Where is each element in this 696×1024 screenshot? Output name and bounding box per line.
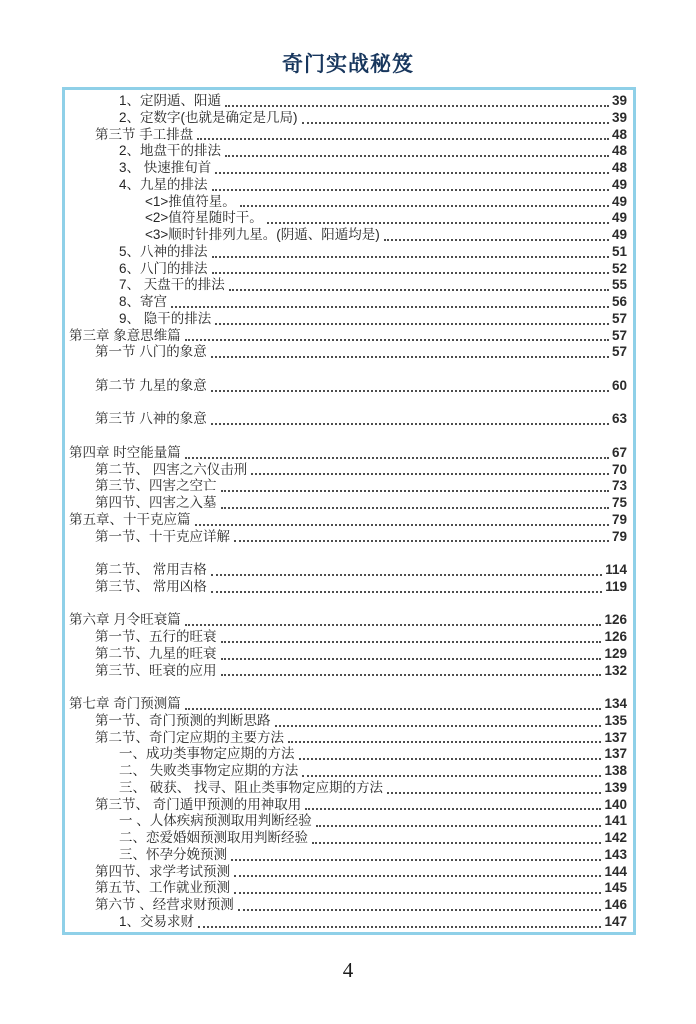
toc-entry (69, 730, 627, 747)
toc-entry (69, 512, 627, 529)
toc-entry-page-number: 119 (605, 578, 627, 594)
toc-entry (69, 663, 627, 680)
toc-entry-page-number: 39 (611, 109, 627, 125)
toc-entry-page-number: 39 (611, 93, 627, 108)
toc-entry (69, 579, 627, 596)
toc-entry (69, 445, 627, 462)
toc-entry-label: 5、八神的排法 (119, 243, 208, 259)
toc-entry-label: 一 、人体疾病预测取用判断经验 (119, 813, 312, 829)
toc-entry (69, 813, 627, 830)
toc-entry-label: <1>推值符星。 (145, 193, 236, 209)
toc-entry (69, 462, 627, 479)
toc-entry-label: 1、交易求财 (119, 913, 195, 929)
toc-entry-label: 三、 破获、 找寻、阻止类事物定应期的方法 (119, 779, 384, 795)
toc-entry (69, 261, 627, 278)
toc-entry (69, 110, 627, 127)
toc-entry-label: 第六节 、经营求财预测 (95, 897, 234, 912)
toc-entry-page-number: 137 (604, 729, 627, 745)
toc-entry-page-number: 56 (611, 294, 627, 309)
toc-entry-label: 第三节、 奇门遁甲预测的用神取用 (95, 796, 302, 812)
dot-leader (234, 875, 601, 877)
toc-entry (69, 629, 627, 646)
toc-entry-page-number: 73 (611, 478, 627, 494)
toc-entry-page-number: 49 (611, 227, 627, 242)
toc-entry (69, 847, 627, 864)
dot-leader (221, 490, 609, 492)
toc-entry (69, 277, 627, 294)
toc-entry-label: 第四章 时空能量篇 (69, 444, 181, 460)
toc-spacer-row (69, 361, 627, 378)
dot-leader (312, 842, 601, 844)
toc-entry-label: 3、 快速推旬首 (119, 160, 212, 175)
toc-entry-page-number: 48 (611, 160, 627, 175)
toc-entry-label: 2、地盘干的排法 (119, 143, 222, 159)
toc-entry-page-number: 70 (611, 461, 627, 477)
toc-spacer-row (69, 679, 627, 696)
dot-leader (212, 272, 609, 274)
toc-entry-page-number: 49 (611, 210, 627, 226)
toc-entry-label: 二、 失败类事物定应期的方法 (119, 763, 299, 778)
toc-entry-label: 7、 天盘干的排法 (119, 277, 225, 293)
toc-entry (69, 378, 627, 395)
toc-entry-label: 第二节、九星的旺衰 (95, 645, 217, 661)
toc-entry (69, 143, 627, 160)
dot-leader (240, 205, 609, 207)
toc-box (62, 87, 636, 935)
toc-spacer-row (69, 596, 627, 613)
toc-entry (69, 210, 627, 227)
toc-entry (69, 713, 627, 730)
toc-entry-label: 第一节 八门的象意 (95, 344, 207, 360)
toc-entry (69, 612, 627, 629)
dot-leader (225, 105, 609, 107)
toc-entry (69, 529, 627, 546)
toc-entry (69, 696, 627, 713)
toc-entry (69, 746, 627, 763)
toc-entry (69, 328, 627, 345)
toc-entry (69, 244, 627, 261)
dot-leader (251, 473, 609, 475)
toc-entry-page-number: 129 (604, 645, 627, 661)
dot-leader (229, 289, 609, 291)
dot-leader (185, 457, 609, 459)
toc-entry-label: 第三节 八神的象意 (95, 411, 207, 427)
dot-leader (267, 222, 609, 224)
toc-entry (69, 562, 627, 579)
dot-leader (384, 239, 609, 241)
toc-entry-label: 2、定数字(也就是确定是几局) (119, 109, 298, 125)
toc-entry (69, 495, 627, 512)
toc-entry-page-number: 135 (604, 712, 627, 728)
toc-entry-page-number: 144 (604, 863, 627, 879)
dot-leader (305, 808, 601, 810)
dot-leader (221, 674, 602, 676)
toc-entry (69, 227, 627, 244)
toc-entry-page-number: 48 (611, 143, 627, 159)
toc-entry-label: 1、定阴遁、阳遁 (119, 93, 222, 108)
toc-entry-page-number: 140 (604, 796, 627, 812)
toc-entry-label: 8、寄宫 (119, 294, 168, 309)
toc-entry (69, 780, 627, 797)
dot-leader (275, 725, 602, 727)
toc-entry-label: 9、 隐干的排法 (119, 310, 212, 326)
toc-entry-page-number: 57 (611, 310, 627, 326)
toc-entry-label: 第五节、工作就业预测 (95, 880, 230, 896)
toc-spacer-row (69, 545, 627, 562)
dot-leader (197, 138, 609, 140)
toc-entry-page-number: 137 (604, 746, 627, 762)
dot-leader (212, 256, 609, 258)
toc-entry-label: 第二节、 四害之六仪击刑 (95, 461, 248, 477)
dot-leader (211, 356, 609, 358)
toc-entry-page-number: 57 (611, 327, 627, 343)
toc-entry-label: 一、成功类事物定应期的方法 (119, 746, 295, 762)
toc-entry-page-number: 146 (604, 897, 627, 912)
toc-entry-label: 第三节 手工排盘 (95, 126, 194, 142)
dot-leader (185, 624, 602, 626)
toc-entry (69, 646, 627, 663)
toc-entry-label: 二、恋爱婚姻预测取用判断经验 (119, 830, 308, 845)
dot-leader (234, 892, 601, 894)
toc-entry-label: 第一节、五行的旺衰 (95, 629, 217, 644)
toc-entry-page-number: 49 (611, 176, 627, 192)
dot-leader (185, 708, 602, 710)
dot-leader (225, 155, 609, 157)
toc-entry-page-number: 67 (611, 444, 627, 460)
dot-leader (234, 540, 609, 542)
dot-leader (221, 507, 609, 509)
toc-entry-label: 第二节、 常用吉格 (95, 562, 207, 577)
toc-entry-label: 第二节、奇门定应期的主要方法 (95, 729, 284, 745)
dot-leader (211, 574, 602, 576)
toc-entry-page-number: 79 (611, 511, 627, 527)
dot-leader (215, 172, 609, 174)
dot-leader (195, 524, 609, 526)
toc-entry (69, 864, 627, 881)
toc-entry (69, 194, 627, 211)
dot-leader (288, 741, 601, 743)
dot-leader (171, 306, 609, 308)
dot-leader (211, 591, 602, 593)
toc-entry-label: 第六章 月令旺衰篇 (69, 612, 181, 628)
dot-leader (221, 641, 602, 643)
toc-entry-page-number: 147 (604, 913, 627, 929)
toc-entry-page-number: 49 (611, 193, 627, 209)
toc-entry-label: 6、八门的排法 (119, 260, 208, 276)
toc-entry-page-number: 60 (611, 377, 627, 393)
toc-entry-label: 第三章 象意思维篇 (69, 327, 181, 343)
toc-entry-page-number: 139 (604, 779, 627, 795)
toc-entry-label: 第一节、奇门预测的判断思路 (95, 712, 271, 728)
toc-entry-page-number: 134 (604, 696, 627, 711)
toc-entry-page-number: 79 (611, 528, 627, 544)
toc-entry-page-number: 145 (604, 880, 627, 896)
toc-entry-page-number: 126 (604, 629, 627, 644)
toc-entry-label: 第三节、旺衰的应用 (95, 662, 217, 678)
toc-entry-page-number: 141 (604, 813, 627, 829)
toc-entry-page-number: 114 (605, 562, 627, 577)
toc-entry-page-number: 132 (604, 662, 627, 678)
toc-entry-page-number: 57 (611, 344, 627, 360)
toc-entry (69, 311, 627, 328)
dot-leader (198, 926, 601, 928)
toc-entry (69, 763, 627, 780)
dot-leader (221, 658, 602, 660)
toc-entry-label: 第四节、求学考试预测 (95, 863, 230, 879)
toc-entry (69, 344, 627, 361)
toc-entry (69, 830, 627, 847)
toc-entry-page-number: 55 (611, 277, 627, 293)
dot-leader (211, 390, 609, 392)
dot-leader (231, 859, 601, 861)
toc-spacer-row (69, 395, 627, 412)
toc-entry-page-number: 138 (604, 763, 627, 778)
footer-page-number: 4 (342, 958, 354, 982)
dot-leader (316, 825, 602, 827)
toc-entry-label: 第二节 九星的象意 (95, 377, 207, 393)
toc-entry-page-number: 143 (604, 846, 627, 862)
toc-entry (69, 797, 627, 814)
toc-entry (69, 294, 627, 311)
toc-entry (69, 880, 627, 897)
toc-entry-page-number: 75 (611, 495, 627, 510)
dot-leader (185, 339, 609, 341)
toc-entry-label: 第四节、四害之入墓 (95, 495, 217, 510)
toc-entry-label: 第七章 奇门预测篇 (69, 696, 181, 711)
toc-entry (69, 411, 627, 428)
toc-entry-page-number: 48 (611, 126, 627, 142)
toc-entry-label: <2>值符星随时干。 (145, 210, 263, 226)
dot-leader (238, 909, 602, 911)
toc-entry-page-number: 52 (611, 260, 627, 276)
toc-entry-page-number: 51 (611, 243, 627, 259)
toc-entry (69, 478, 627, 495)
toc-entry (69, 914, 627, 931)
toc-entry-page-number: 63 (611, 411, 627, 427)
toc-entry (69, 177, 627, 194)
toc-entry-label: 4、九星的排法 (119, 176, 208, 192)
dot-leader (299, 758, 602, 760)
toc-entry-label: 第三节、 常用凶格 (95, 578, 207, 594)
toc-entry-page-number: 142 (604, 830, 627, 845)
dot-leader (387, 792, 601, 794)
toc-entry (69, 160, 627, 177)
toc-entry-label: 三、怀孕分娩预测 (119, 846, 227, 862)
toc-entry-label: 第一节、十干克应详解 (95, 528, 230, 544)
toc-entry (69, 897, 627, 914)
page-title: 奇门实战秘笈 (282, 53, 414, 76)
dot-leader (212, 189, 609, 191)
toc-entry-label: 第五章、十干克应篇 (69, 511, 191, 527)
toc-entry-label: <3>顺时针排列九星。(阴遁、阳遁均是) (145, 227, 380, 242)
toc-entry-page-number: 126 (604, 612, 627, 628)
dot-leader (302, 122, 609, 124)
dot-leader (211, 423, 609, 425)
toc-spacer-row (69, 428, 627, 445)
toc-entry-label: 第三节、四害之空亡 (95, 478, 217, 494)
toc-entry (69, 93, 627, 110)
dot-leader (302, 775, 601, 777)
toc-entry (69, 127, 627, 144)
dot-leader (215, 323, 609, 325)
